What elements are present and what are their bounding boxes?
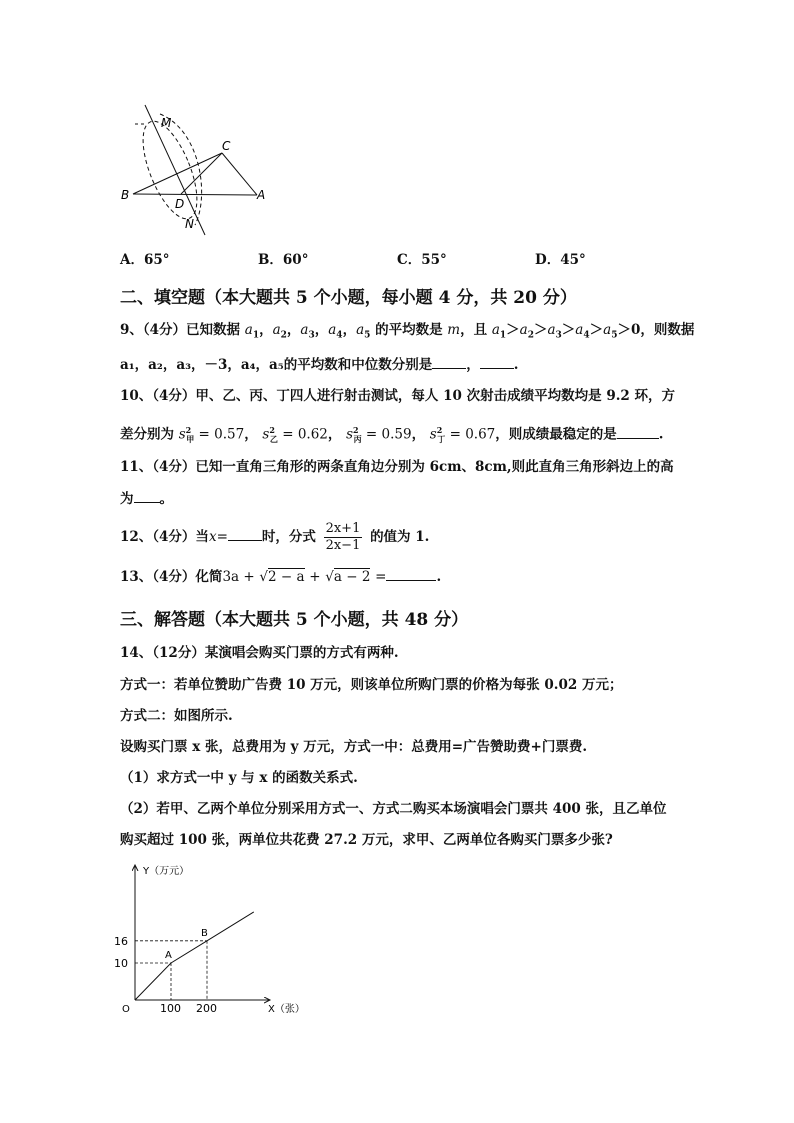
cost-line-graph [110,860,310,1020]
perpendicular-bisector-line [145,105,205,235]
fraction: $\frac{2x+1}{2x-1}$ [325,521,361,553]
option-b: B．60° [258,252,309,268]
question-14-line-4: 设购买门票 x 张，总费用为 y 万元，方式一中：总费用=广告赞助费+门票费. [120,739,588,755]
question-12: 12、（4分）当x= 时，分式 $\frac{2x+1}{2x-1}$ 的值为 1. [120,521,430,553]
y-tick-16: 16 [114,934,128,948]
x-tick-100: 100 [160,1002,181,1015]
label-c: C [222,139,231,153]
label-d: D [175,197,185,211]
question-13: 13、（4分）化简3a + √2 − a + √a − 2 = . [120,566,441,587]
point-label-a: A [165,950,172,961]
label-a: A [257,188,266,202]
segment-ca [222,153,257,195]
blank-9b[interactable] [480,354,514,369]
section-3-title: 三、解答题（本大题共 5 个小题，共 48 分） [120,610,469,630]
question-9-line-2: a₁，a₂，a₃，－3，a₄，a₅的平均数和中位数分别是 ， . [120,354,518,375]
question-14-line-1: 14、（12分）某演唱会购买门票的方式有两种. [120,645,399,661]
label-n: N [185,217,194,231]
blank-10[interactable] [617,424,659,439]
option-d: D．45° [535,252,586,268]
question-11-line-1: 11、（4分）已知一直角三角形的两条直角边分别为 6cm、8cm,则此直角三角形斜边上的高 [120,459,674,475]
question-14-line-3: 方式二：如图所示. [120,708,233,724]
blank-13[interactable] [386,566,436,581]
question-14-part-2-line-1: （2）若甲、乙两个单位分别采用方式一、方式二购买本场演唱会门票共 400 张，且乙单位 [120,801,667,817]
label-b: B [121,188,130,202]
blank-9a[interactable] [432,354,466,369]
label-m: M [161,116,172,130]
series-line [135,912,254,1000]
y-tick-10: 10 [114,957,128,970]
question-14-part-2-line-2: 购买超过 100 张，两单位共花费 27.2 万元，求甲、乙两单位各购买门票多少张? [120,832,613,848]
x-axis-label: X（张） [268,1004,305,1015]
point-label-b: B [201,927,208,939]
option-a: A．65° [120,252,170,268]
question-14-part-1: （1）求方式一中 y 与 x 的函数关系式. [120,770,358,786]
segment-ba [133,194,257,195]
question-9-line-1: 9、（4分）已知数据 $a_1$，$a_2$，$a_3$，$a_4$，$a_5$ 的平均数是 m，且 $a_1>a_2>a_3>a_4>a_5>0$，则数据 [120,322,695,341]
geometry-figure [115,100,275,240]
question-14-line-2: 方式一：若单位赞助广告费 10 万元，则该单位所购门票的价格为每张 0.02 万元； [120,677,623,693]
question-11-line-2: 为 。 [120,488,173,509]
arc-left [132,114,208,225]
origin-label: O [122,1004,130,1015]
y-axis-label: Y（万元） [143,866,190,877]
blank-12[interactable] [228,526,262,541]
x-tick-200: 200 [196,1002,217,1015]
segment-bc [133,153,222,194]
question-10-line-1: 10、（4分）甲、乙、丙、丁四人进行射击测试，每人 10 次射击成绩平均数均是 9.2 环，方 [120,388,676,404]
blank-11[interactable] [134,488,160,503]
section-2-title: 二、填空题（本大题共 5 个小题，每小题 4 分，共 20 分） [120,288,577,308]
option-c: C．55° [397,252,447,268]
question-10-line-2: 差分别为 $s^2_甲 = 0.57$， $s^2_乙 = 0.62$， $s^2_丙 = 0.59$， $s^2_丁 = 0.67$，则成绩最稳定的是 . [120,425,664,445]
